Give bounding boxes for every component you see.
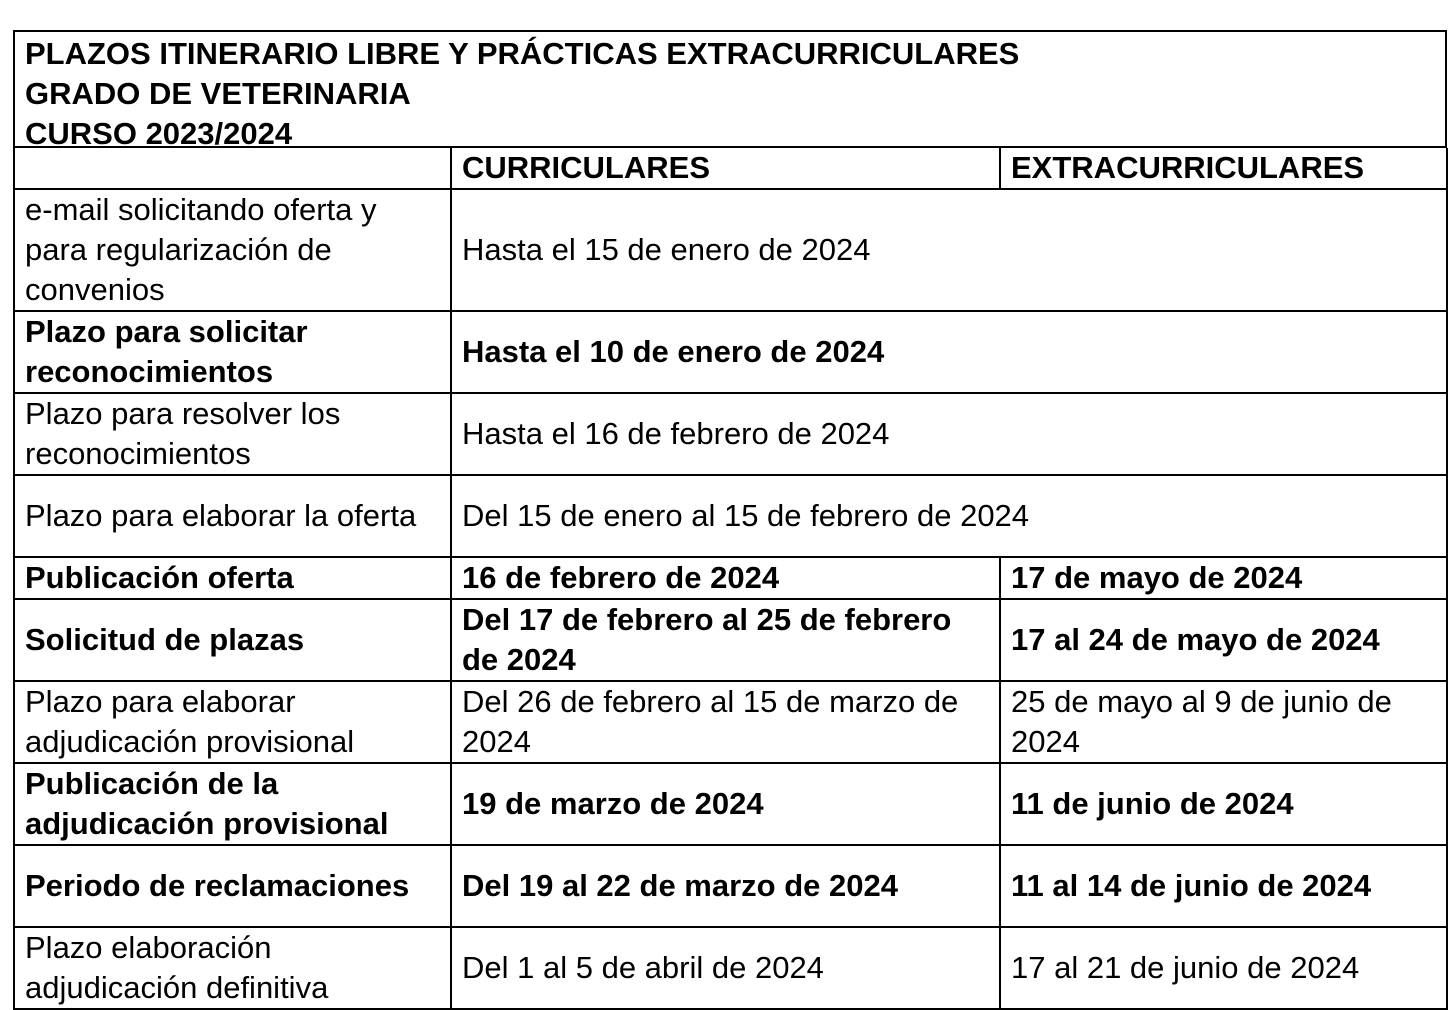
extracurriculares-value: 11 de junio de 2024	[1000, 763, 1447, 845]
row-label: Plazo para elaborar la oferta	[15, 475, 451, 557]
document-title-block	[15, 32, 1447, 151]
header-cell-empty	[15, 148, 451, 189]
title-line-2: GRADO DE VETERINARIA	[25, 76, 411, 111]
row-label: Plazo elaboración adjudicación definitiva	[15, 927, 451, 1009]
row-label: Plazo para resolver los reconocimientos	[15, 393, 451, 475]
row-label: Periodo de reclamaciones	[15, 845, 451, 927]
curriculares-value: Del 17 de febrero al 25 de febrero de 2024	[451, 599, 1000, 681]
row-label: Solicitud de plazas	[15, 599, 451, 681]
deadlines-table	[15, 148, 1448, 1010]
curriculares-value: 19 de marzo de 2024	[451, 763, 1000, 845]
curriculares-value: Del 1 al 5 de abril de 2024	[451, 927, 1000, 1009]
row-label: Publicación oferta	[15, 557, 451, 599]
table-row	[15, 681, 1447, 763]
extracurriculares-value: 11 al 14 de junio de 2024	[1000, 845, 1447, 927]
table-row	[15, 927, 1447, 1009]
title-line-3: CURSO 2023/2024	[25, 116, 293, 151]
extracurriculares-value: 17 al 21 de junio de 2024	[1000, 927, 1447, 1009]
row-merged-value: Hasta el 15 de enero de 2024	[451, 189, 1447, 311]
extracurriculares-value: 25 de mayo al 9 de junio de 2024	[1000, 681, 1447, 763]
extracurriculares-value: 17 al 24 de mayo de 2024	[1000, 599, 1447, 681]
table-row	[15, 599, 1447, 681]
extracurriculares-value: 17 de mayo de 2024	[1000, 557, 1447, 599]
curriculares-value: Del 19 al 22 de marzo de 2024	[451, 845, 1000, 927]
curriculares-value: Del 26 de febrero al 15 de marzo de 2024	[451, 681, 1000, 763]
row-label: Plazo para solicitar reconocimientos	[15, 311, 451, 393]
row-label: Publicación de la adjudicación provisional	[15, 763, 451, 845]
row-merged-value: Del 15 de enero al 15 de febrero de 2024	[451, 475, 1447, 557]
table-header-row	[15, 148, 1447, 189]
table-row	[15, 189, 1447, 311]
table-row	[15, 475, 1447, 557]
table-row	[15, 393, 1447, 475]
table-row	[15, 763, 1447, 845]
header-curriculares: CURRICULARES	[451, 148, 1000, 189]
table-row	[15, 311, 1447, 393]
row-label: e-mail solicitando oferta y para regularización de convenios	[15, 189, 451, 311]
title-line-1: PLAZOS ITINERARIO LIBRE Y PRÁCTICAS EXTRACURRICULARES	[25, 36, 1020, 71]
table-row	[15, 845, 1447, 927]
row-merged-value: Hasta el 10 de enero de 2024	[451, 311, 1447, 393]
table-row	[15, 557, 1447, 599]
row-label: Plazo para elaborar adjudicación provisional	[15, 681, 451, 763]
deadlines-document	[13, 30, 1447, 1010]
curriculares-value: 16 de febrero de 2024	[451, 557, 1000, 599]
row-merged-value: Hasta el 16 de febrero de 2024	[451, 393, 1447, 475]
header-extracurriculares: EXTRACURRICULARES	[1000, 148, 1447, 189]
